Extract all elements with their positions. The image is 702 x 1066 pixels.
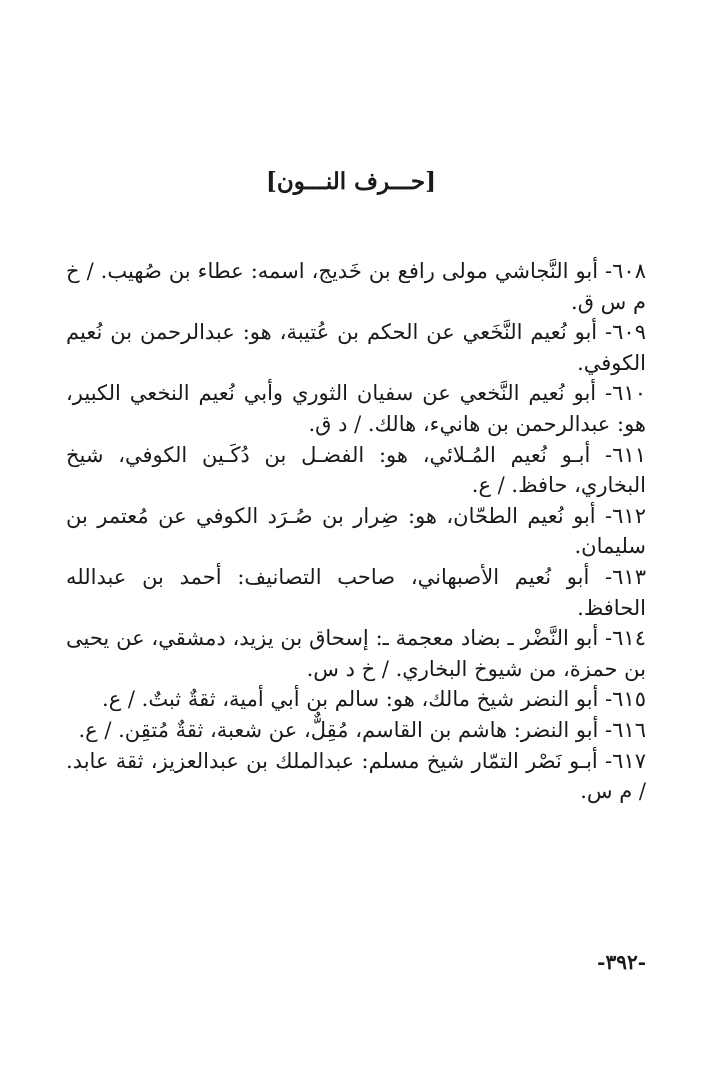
entry-609: ٦٠٩- أبو نُعيم النَّخَعي عن الحكم بن عُتيبة، هو: عبدالرحمن بن نُعيم الكوفي.: [66, 320, 646, 375]
page-number: -٣٩٢-: [597, 950, 646, 974]
entry-613: ٦١٣- أبو نُعيم الأصبهاني، صاحب التصانيف: أحمد بن عبدالله الحافظ.: [66, 564, 646, 620]
entry-608: ٦٠٨- أبو النَّجاشي مولى رافع بن خَديج، اسمه: عطاء بن صُهيب. / خ م س ق.: [66, 259, 646, 314]
entries-list: [66, 256, 646, 807]
entry-610: ٦١٠- أبو نُعيم النَّخعي عن سفيان الثوري وأبي نُعيم النخعي الكبير، هو: عبدالرحمن بن هانيء، هالك. / د ق.: [66, 381, 646, 436]
entry-611: ٦١١- أبـو نُعيم المُـلائي، هو: الفضـل بن دُكَـين الكوفي، شيخ البخاري، حافظ. / ع.: [66, 442, 646, 498]
entry-612: ٦١٢- أبو نُعيم الطحّان، هو: ضِرار بن صُـرَد الكوفي عن مُعتمر بن سليمان.: [66, 503, 646, 559]
entry-616: ٦١٦- أبو النضر: هاشم بن القاسم، مُقِلٌّ، عن شعبة، ثقةٌ مُتقِن. / ع.: [78, 717, 646, 742]
entry-617: ٦١٧- أبـو نَصْر التمّار شيخ مسلم: عبدالملك بن عبدالعزيز، ثقة عابد. / م س.: [66, 748, 646, 804]
entry-615: ٦١٥- أبو النضر شيخ مالك، هو: سالم بن أبي أمية، ثقةٌ ثبتٌ. / ع.: [102, 687, 646, 712]
chapter-heading: [حـــرف النـــون]: [265, 168, 437, 195]
entry-614: ٦١٤- أبو النَّضْر ـ بضاد معجمة ـ: إسحاق بن يزيد، دمشقي، عن يحيى بن حمزة، من شيوخ البخاري. / خ د س.: [66, 626, 646, 681]
